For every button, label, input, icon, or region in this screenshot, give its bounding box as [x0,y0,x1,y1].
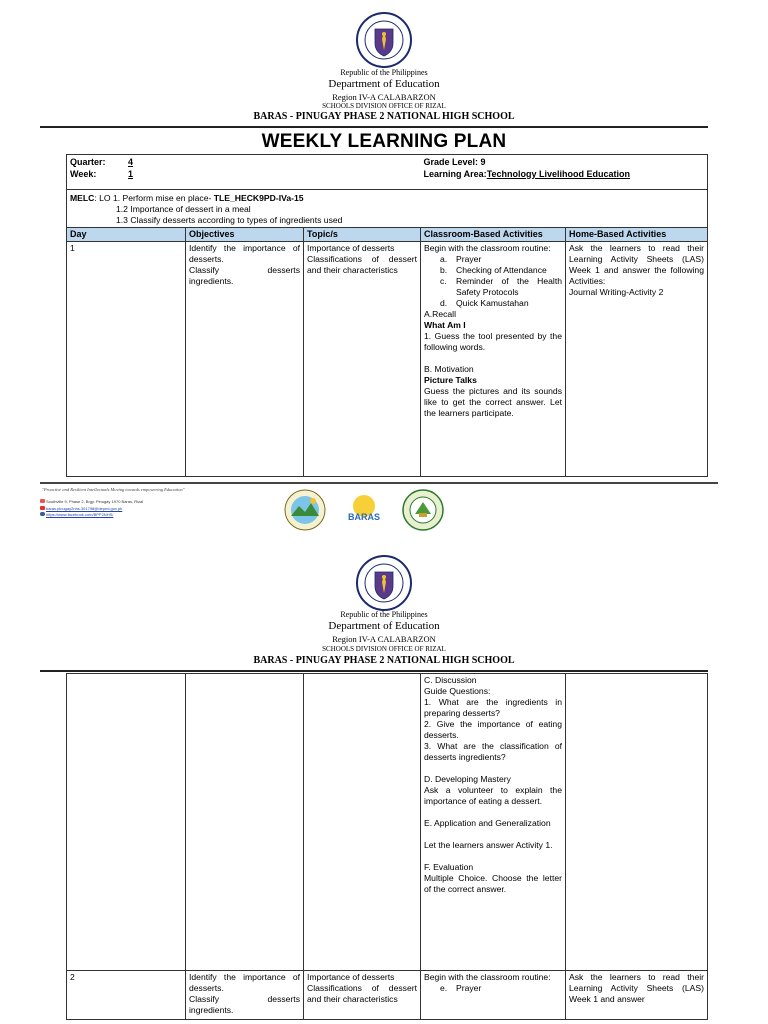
picture-talks-text: Guess the pictures and its sounds like to get the correct answer. Let the learners participate. [424,386,562,418]
melc-line3: 1.3 Classify desserts according to types of ingredients used [116,215,343,225]
facebook-icon [40,512,45,516]
topic-item: Classifications of dessert and their characteristics [307,254,417,275]
division-line: SCHOOLS DIVISION OFFICE OF RIZAL [322,102,446,110]
home-cell [566,971,708,1020]
info-row [67,155,708,190]
footer-email[interactable]: baras.pinugay2nhs.301798@deped.gov.ph [46,506,123,511]
melc-label: MELC [70,193,95,203]
objective-item: Identify the importance of desserts. [189,972,300,993]
footer-tagline: "Proactive and Resilient Intellectuals Moving towards empowering Education" [42,487,185,492]
school-line: BARAS - PINUGAY PHASE 2 NATIONAL HIGH SCHOOL [253,655,515,666]
page-footer [0,482,768,532]
col-classroom: Classroom-Based Activities [421,228,566,242]
discussion-heading: C. Discussion [424,675,477,685]
routine-list [424,254,562,309]
col-topics: Topic/s [304,228,421,242]
division-line: SCHOOLS DIVISION OFFICE OF RIZAL [322,645,446,653]
guide-question: 3. What are the classification of desserts ingredients? [424,741,562,762]
objectives-cell [186,242,304,477]
department-line: Department of Education [328,78,440,90]
list-item: c. Reminder of the Health Safety Protocols [440,276,562,297]
objective-item: Identify the importance of desserts. [189,243,300,264]
application-text: Let the learners answer Activity 1. [424,840,553,850]
topic-item: Importance of desserts [307,243,395,253]
school-line: BARAS - PINUGAY PHASE 2 NATIONAL HIGH SCHOOL [253,111,515,122]
melc-row [67,190,708,228]
region-line: Region IV-A CALABARZON [332,634,436,644]
mastery-heading: D. Developing Mastery [424,774,511,784]
guide-question: 1. What are the ingredients in preparing desserts? [424,697,562,718]
melc-line1: : LO 1. Perform mise en place- [94,193,214,203]
topic-item: Importance of desserts [307,972,395,982]
republic-line: Republic of the Philippines [340,68,428,77]
grade-value: 9 [480,157,486,167]
table-row [67,674,708,971]
home-text: Ask the learners to read their Learning Activity Sheets (LAS) Week 1 and answer [569,972,704,1004]
evaluation-text: Multiple Choice. Choose the letter of the correct answer. [424,873,562,894]
routine-text: Begin with the classroom routine: [424,972,551,982]
list-item: d. Quick Kamustahan [440,298,529,308]
quarter-label: Quarter: [70,157,106,167]
home-cell [566,242,708,477]
col-home: Home-Based Activities [566,228,708,242]
table-row [67,971,708,1020]
day-cell: 1 [67,242,186,477]
mastery-text: Ask a volunteer to explain the importance of eating a dessert. [424,785,562,806]
region-line: Region IV-A CALABARZON [332,92,436,102]
footer-address: Southville 9, Phase 2, Brgy. Pinugay 1970 Baras, Rizal [46,499,144,504]
home-text: Ask the learners to read their Learning Activity Sheets (LAS) Week 1 and answer the following Activities: [569,243,704,286]
list-item: e. Prayer [440,983,482,993]
list-item: a. Prayer [440,254,482,264]
page-title: WEEKLY LEARNING PLAN [261,131,507,152]
guide-heading: Guide Questions: [424,686,491,696]
header-rule [40,126,708,128]
melc-code: TLE_HECK9PD-IVa-15 [213,193,304,203]
week-value: 1 [128,169,134,179]
recall-heading: A.Recall [424,309,456,319]
classroom-cell [421,674,566,971]
routine-text: Begin with the classroom routine: [424,243,551,253]
col-objectives: Objectives [186,228,304,242]
melc-line2: 1.2 Importance of dessert in a meal [116,204,251,214]
objectives-cell [186,971,304,1020]
home-activity: Journal Writing-Activity 2 [569,287,664,297]
guess-text: 1. Guess the tool presented by the following words. [424,331,562,352]
day-cell: 2 [67,971,186,1020]
division-logo-icon [284,489,326,531]
application-heading: E. Application and Generalization [424,818,551,828]
mail-icon [40,506,45,510]
picture-talks-heading: Picture Talks [424,375,477,385]
deped-seal-icon [356,555,412,611]
svg-text:BARAS: BARAS [347,512,381,522]
topic-item: Classifications of dessert and their characteristics [307,983,417,1004]
baras-logo-icon [344,492,384,528]
area-value: Technology Livelihood Education [486,169,631,179]
department-line: Department of Education [328,620,440,632]
location-icon [40,499,45,503]
column-header-row [67,228,708,242]
area-label: Learning Area: [423,169,487,179]
evaluation-heading: F. Evaluation [424,862,474,872]
classroom-cell [421,971,566,1020]
week-label: Week: [70,169,97,179]
guide-question: 2. Give the importance of eating desserts. [424,719,562,740]
motivation-heading: B. Motivation [424,364,474,374]
objective-item: Classify desserts ingredients. [189,265,300,286]
school-logo-icon [402,489,444,531]
list-item: b. Checking of Attendance [440,265,547,275]
classroom-cell [421,242,566,477]
plan-table [66,154,708,477]
table-row [67,242,708,477]
objective-item: Classify desserts ingredients. [189,994,300,1015]
grade-label: Grade Level: [423,157,479,167]
plan-table-continued [66,673,708,1020]
header-rule [40,670,708,672]
deped-seal-icon [356,12,412,68]
footer-facebook[interactable]: https://www.facebook.com/BPP2NHS/ [46,512,114,517]
republic-line: Republic of the Philippines [340,610,428,619]
topics-cell [304,971,421,1020]
topics-cell [304,242,421,477]
what-am-i-heading: What Am I [424,320,466,330]
routine-list [424,983,562,994]
quarter-value: 4 [128,157,134,167]
col-day: Day [67,228,186,242]
